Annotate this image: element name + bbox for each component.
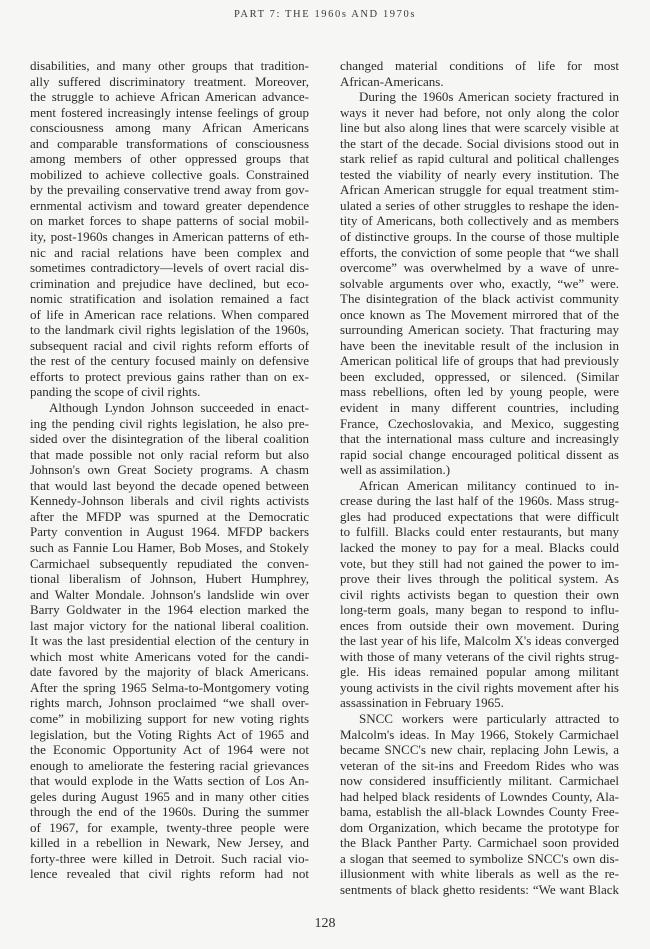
text-line: with those of many veterans of the civil rights strug- xyxy=(340,648,619,664)
text-line: by the prevailing conservative trend away from gov- xyxy=(30,182,309,198)
text-line: that the international mass culture and increasingly xyxy=(340,431,619,447)
text-line: surrounding American society. That fracturing may xyxy=(340,322,619,338)
text-line: legislation, but the Voting Rights Act of 1965 and xyxy=(30,726,309,742)
text-line: been excluded, oppressed, or silenced. (Similar xyxy=(340,368,619,384)
text-line: efforts, the conviction of some people that “we shall xyxy=(340,244,619,260)
text-line: killed in a rebellion in Newark, New Jersey, and xyxy=(30,835,309,851)
text-line: ally suffered discriminatory treatment. Moreover, xyxy=(30,73,309,89)
text-line: ways it never had before, not only along the color xyxy=(340,104,619,120)
text-line: among members of other oppressed groups that xyxy=(30,151,309,167)
text-line: assassination in February 1965. xyxy=(340,695,504,711)
text-line: rights march, Johnson proclaimed “we shall over- xyxy=(30,695,309,711)
text-line: geles during August 1965 and in many other cities xyxy=(30,788,309,804)
text-line: Carmichael subsequently repudiated the conven- xyxy=(30,555,309,571)
running-head: PART 7: THE 1960s AND 1970s xyxy=(233,9,417,20)
text-line: such as Fannie Lou Hamer, Bob Moses, and Stokely xyxy=(30,539,309,555)
text-line: that would last beyond the decade opened between xyxy=(30,477,309,493)
text-line: young activists in the civil rights movement after his xyxy=(340,679,619,695)
text-line: overcome” was overwhelmed by a wave of unre- xyxy=(340,260,619,276)
text-line: African American militancy continued to in- xyxy=(359,477,619,493)
text-line: of distinctive groups. In the course of those multiple xyxy=(340,229,619,245)
text-line: Johnson's own Great Society programs. A chasm xyxy=(30,462,309,478)
text-line: well as assimilation.) xyxy=(340,462,451,478)
text-line: and Walter Mondale. Johnson's landslide win over xyxy=(30,586,309,602)
text-line: Party convention in August 1964. MFDP backers xyxy=(30,524,309,540)
text-line: forty-three were killed in Detroit. Such racial vio- xyxy=(30,850,309,866)
text-line: crease during the last half of the 1960s. Mass strug- xyxy=(340,493,619,509)
text-line: sided over the disintegration of the liberal coalition xyxy=(30,431,309,447)
text-line: The disintegration of the black activist community xyxy=(340,291,619,307)
text-line: ences from outside their own movement. During xyxy=(340,617,619,633)
text-line: Barry Goldwater in the 1964 election marked the xyxy=(30,602,309,618)
text-line: Malcolm's ideas. In May 1966, Stokely Carmichael xyxy=(340,726,619,742)
text-line: African American struggle for equal treatment stim- xyxy=(340,182,619,198)
text-line: long-term goals, many began to respond to influ- xyxy=(340,602,619,618)
text-line: tional liberalism of Johnson, Hubert Humphrey, xyxy=(30,571,309,587)
text-line: ity, post-1960s changes in American patterns of eth- xyxy=(30,229,309,245)
text-line: Although Lyndon Johnson succeeded in enact- xyxy=(49,400,309,416)
text-line: ing the pending civil rights legislation, he also pre- xyxy=(30,415,309,431)
text-line: last major victory for the national liberal coalition. xyxy=(30,617,309,633)
text-column-left xyxy=(30,58,309,882)
text-line: dom Organization, which became the prototype for xyxy=(340,819,619,835)
text-line: have been the inevitable result of the inclusion in xyxy=(340,337,619,353)
text-line: subsequent racial and civil rights reform efforts of xyxy=(30,337,309,353)
text-line: through the end of the 1960s. During the summer xyxy=(30,804,309,820)
text-line: mass rebellions, often led by young people, were xyxy=(340,384,619,400)
text-line: ment fostered increasingly intense feelings of group xyxy=(30,104,309,120)
text-line: that would explode in the Watts section of Los An- xyxy=(30,773,309,789)
text-line: of life in American race relations. When compared xyxy=(30,306,309,322)
text-line: ernmental activism and toward greater dependence xyxy=(30,197,309,213)
text-line: come” in mobilizing support for new voting rights xyxy=(30,710,309,726)
text-line: Kennedy-Johnson liberals and civil rights activists xyxy=(30,493,309,509)
text-line: the Economic Opportunity Act of 1964 were not xyxy=(30,742,309,758)
text-line: bama, establish the all-black Lowndes County Free- xyxy=(340,804,619,820)
text-line: nic and racial relations have been complex and xyxy=(30,244,309,260)
text-line: evident in many different countries, including xyxy=(340,400,619,416)
text-line: changed material conditions of life for most xyxy=(340,58,619,73)
text-line: lence revealed that civil rights reform had not xyxy=(30,866,309,882)
text-line: to fulfill. Blacks could enter restaurants, but many xyxy=(340,524,619,540)
text-line: now considered insufficiently militant. Carmichael xyxy=(340,773,619,789)
text-line: the struggle to achieve African American advance- xyxy=(30,89,309,105)
text-line: gle. His ideas remained popular among militant xyxy=(340,664,619,680)
text-line: after the MFDP was spurned at the Democratic xyxy=(30,508,309,524)
text-line: line but also along lines that were scarcely visible at xyxy=(340,120,619,136)
text-line: sometimes contradictory—levels of overt racial dis- xyxy=(30,260,309,276)
text-line: prove their lives through the political system. As xyxy=(340,571,619,587)
text-line: of 1967, for example, twenty-three people were xyxy=(30,819,309,835)
text-line: date favored by the majority of black Americans. xyxy=(30,664,309,680)
text-line: the Black Panther Party. Carmichael soon provided xyxy=(340,835,619,851)
text-line: illusionment with white liberals as well as the re- xyxy=(340,866,619,882)
text-line: tested the viability of nearly every institution. The xyxy=(340,166,619,182)
text-line: became SNCC's new chair, replacing John Lewis, a xyxy=(340,742,619,758)
text-line: ulated a series of other struggles to reshape the iden- xyxy=(340,197,619,213)
text-line: During the 1960s American society fractured in xyxy=(359,89,619,105)
text-line: consciousness among many African Americans xyxy=(30,120,309,136)
text-line: stark relief as rapid cultural and political challenges xyxy=(340,151,619,167)
text-line: France, Czechoslovakia, and Mexico, suggesting xyxy=(340,415,619,431)
text-line: crimination and prejudice have declined, but eco- xyxy=(30,275,309,291)
text-line: efforts to protect previous gains rather than on ex- xyxy=(30,368,309,384)
text-line: mobilized to achieve collective goals. Constrained xyxy=(30,166,309,182)
text-line: African-Americans. xyxy=(340,73,444,89)
text-line: vote, but they still had not gained the power to im- xyxy=(340,555,619,571)
text-line: once known as The Movement mirrored that of the xyxy=(340,306,619,322)
text-line: solvable arguments over who, exactly, “we” were. xyxy=(340,275,619,291)
text-line: tity of Americans, both collectively and as members xyxy=(340,213,619,229)
text-line: SNCC workers were particularly attracted to xyxy=(359,710,619,726)
text-line: rapid social change encouraged political dissent as xyxy=(340,446,619,462)
text-line: sentments of black ghetto residents: “We want Black xyxy=(340,881,619,897)
text-line: veteran of the sit-ins and Freedom Rides who was xyxy=(340,757,619,773)
text-line: the last year of his life, Malcolm X's ideas converged xyxy=(340,633,619,649)
text-line: American political life of groups that had previously xyxy=(340,353,619,369)
text-line: and comparable transformations of consciousness xyxy=(30,135,309,151)
text-line: disabilities, and many other groups that tradition- xyxy=(30,58,309,73)
text-line: It was the last presidential election of the century in xyxy=(30,633,309,649)
text-line: a slogan that seemed to symbolize SNCC's own dis- xyxy=(340,850,619,866)
page-number: 128 xyxy=(314,916,336,931)
text-line: on market forces to shape patterns of social mobil- xyxy=(30,213,309,229)
text-line: nomic stratification and isolation remained a fact xyxy=(30,291,309,307)
text-line: panding the scope of civil rights. xyxy=(30,384,201,400)
text-line: to the landmark civil rights legislation of the 1960s, xyxy=(30,322,309,338)
text-line: gles had produced expectations that were difficult xyxy=(340,508,619,524)
text-line: had helped black residents of Lowndes County, Ala- xyxy=(340,788,619,804)
text-line: the rest of the century focused mainly on defensive xyxy=(30,353,309,369)
text-line: civil rights activists began to question their own xyxy=(340,586,619,602)
text-line: lacked the money to pay for a meal. Blacks could xyxy=(340,539,619,555)
text-column-right xyxy=(340,58,619,898)
text-line: enough to ameliorate the festering racial grievances xyxy=(30,757,309,773)
text-line: the start of the decade. Social divisions stood out in xyxy=(340,135,619,151)
text-line: which most white Americans voted for the candi- xyxy=(30,648,309,664)
text-line: After the spring 1965 Selma-to-Montgomery voting xyxy=(30,679,309,695)
text-line: that made possible not only racial reform but also xyxy=(30,446,309,462)
